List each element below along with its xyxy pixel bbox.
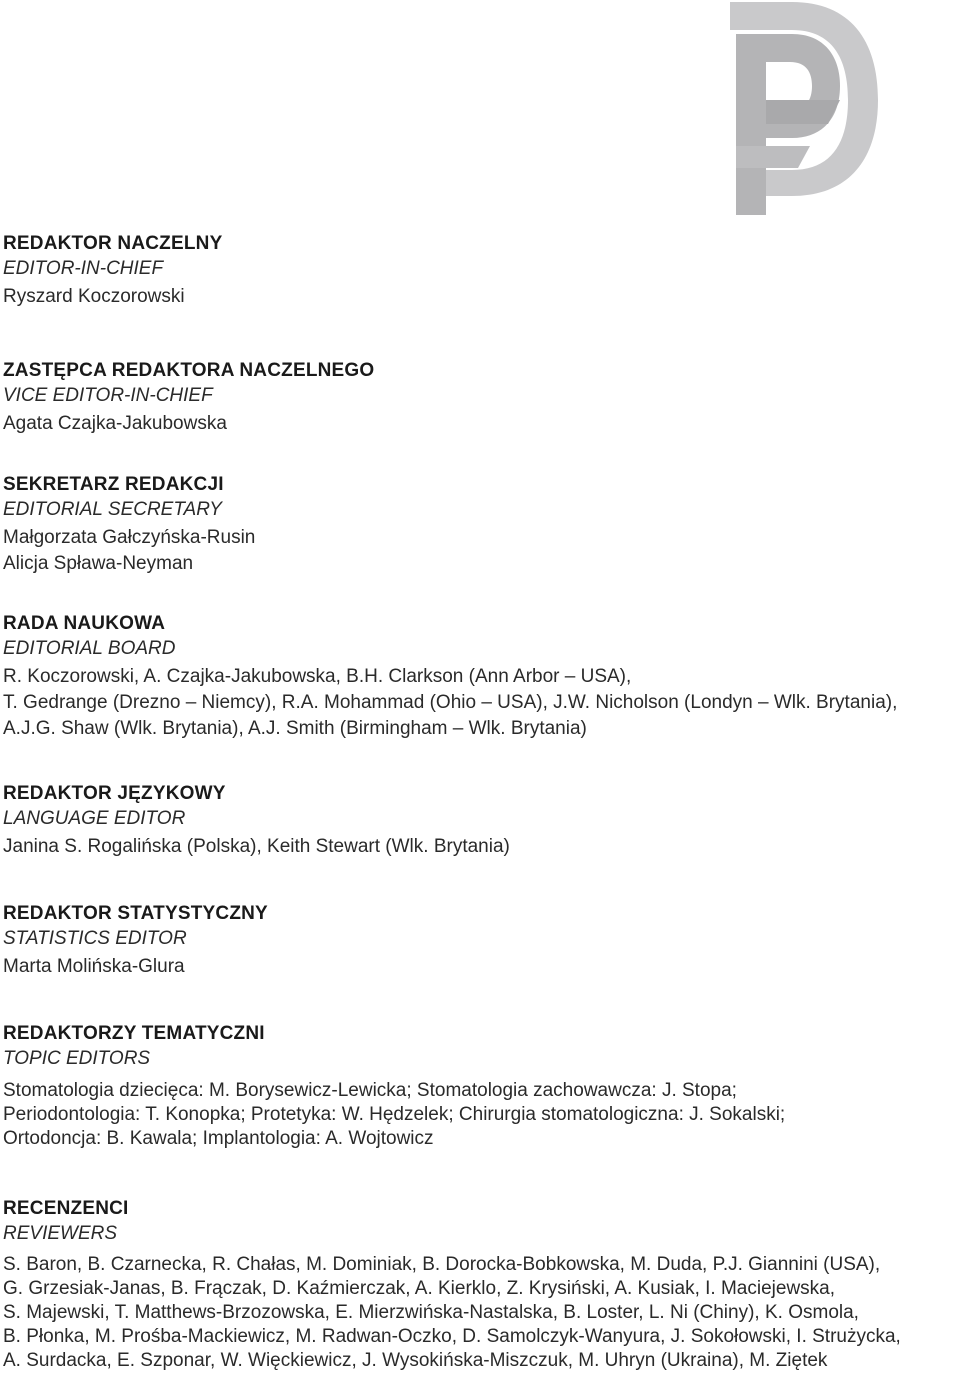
section-line: B. Płonka, M. Prośba-Mackiewicz, M. Radwan-Oczko, D. Samolczyk-Wanyura, J. Sokołowski, I. Strużycka, bbox=[3, 1326, 901, 1347]
section-line: Agata Czajka-Jakubowska bbox=[3, 413, 227, 434]
section-topic-editors bbox=[3, 1022, 953, 1151]
section-line: Małgorzata Gałczyńska-Rusin bbox=[3, 527, 256, 548]
section-editor-in-chief bbox=[3, 232, 953, 310]
section-heading: SEKRETARZ REDAKCJI bbox=[3, 474, 224, 495]
section-line: G. Grzesiak-Janas, B. Frączak, D. Kaźmierczak, A. Kierklo, Z. Krysiński, A. Kusiak, I. Maciejewska, bbox=[3, 1278, 836, 1299]
section-editorial-board bbox=[3, 612, 953, 742]
section-language-editor bbox=[3, 782, 953, 860]
section-line: Periodontologia: T. Konopka; Protetyka: W. Hędzelek; Chirurgia stomatologiczna: J. Sokalski; bbox=[3, 1104, 786, 1125]
section-heading: ZASTĘPCA REDAKTORA NACZELNEGO bbox=[3, 360, 375, 381]
section-heading: REDAKTORZY TEMATYCZNI bbox=[3, 1023, 265, 1044]
section-line: Ryszard Koczorowski bbox=[3, 286, 185, 307]
section-subheading: EDITORIAL SECRETARY bbox=[3, 499, 222, 520]
section-heading: RECENZENCI bbox=[3, 1198, 129, 1219]
section-line: S. Baron, B. Czarnecka, R. Chałas, M. Dominiak, B. Dorocka-Bobkowska, M. Duda, P.J. Giannini (USA), bbox=[3, 1254, 881, 1275]
section-line: A.J.G. Shaw (Wlk. Brytania), A.J. Smith (Birmingham – Wlk. Brytania) bbox=[3, 718, 587, 739]
section-reviewers bbox=[3, 1197, 953, 1373]
section-editorial-secretary bbox=[3, 473, 953, 577]
journal-logo bbox=[700, 0, 880, 215]
section-subheading: REVIEWERS bbox=[3, 1223, 118, 1244]
section-subheading: VICE EDITOR-IN-CHIEF bbox=[3, 385, 213, 406]
section-subheading: TOPIC EDITORS bbox=[3, 1048, 151, 1069]
section-line: A. Surdacka, E. Szponar, W. Więckiewicz, J. Wysokińska-Miszczuk, M. Uhryn (Ukraina), M. Ziętek bbox=[3, 1350, 828, 1371]
section-subheading: STATISTICS EDITOR bbox=[3, 928, 187, 949]
section-line: Ortodoncja: B. Kawala; Implantologia: A. Wojtowicz bbox=[3, 1128, 434, 1149]
section-subheading: EDITOR-IN-CHIEF bbox=[3, 258, 164, 279]
section-line: Alicja Spława-Neyman bbox=[3, 553, 194, 574]
section-line: R. Koczorowski, A. Czajka-Jakubowska, B.H. Clarkson (Ann Arbor – USA), bbox=[3, 666, 632, 687]
section-subheading: LANGUAGE EDITOR bbox=[3, 808, 186, 829]
section-heading: REDAKTOR STATYSTYCZNY bbox=[3, 903, 268, 924]
section-line: S. Majewski, T. Matthews-Brzozowska, E. Mierzwińska-Nastalska, B. Loster, L. Ni (Chiny), K. Osmola, bbox=[3, 1302, 859, 1323]
section-line: Marta Molińska-Glura bbox=[3, 956, 185, 977]
section-line: Stomatologia dziecięca: M. Borysewicz-Lewicka; Stomatologia zachowawcza: J. Stopa; bbox=[3, 1080, 737, 1101]
section-heading: RADA NAUKOWA bbox=[3, 613, 166, 634]
section-heading: REDAKTOR NACZELNY bbox=[3, 233, 223, 254]
section-line: Janina S. Rogalińska (Polska), Keith Stewart (Wlk. Brytania) bbox=[3, 836, 510, 857]
section-statistics-editor bbox=[3, 902, 953, 980]
logo-f-bar-top bbox=[766, 100, 840, 124]
section-subheading: EDITORIAL BOARD bbox=[3, 638, 176, 659]
section-line: T. Gedrange (Drezno – Niemcy), R.A. Mohammad (Ohio – USA), J.W. Nicholson (Londyn – Wlk. Brytania), bbox=[3, 692, 898, 713]
section-heading: REDAKTOR JĘZYKOWY bbox=[3, 783, 226, 804]
logo-f-bar-mid bbox=[736, 146, 810, 168]
section-vice-editor bbox=[3, 359, 953, 437]
